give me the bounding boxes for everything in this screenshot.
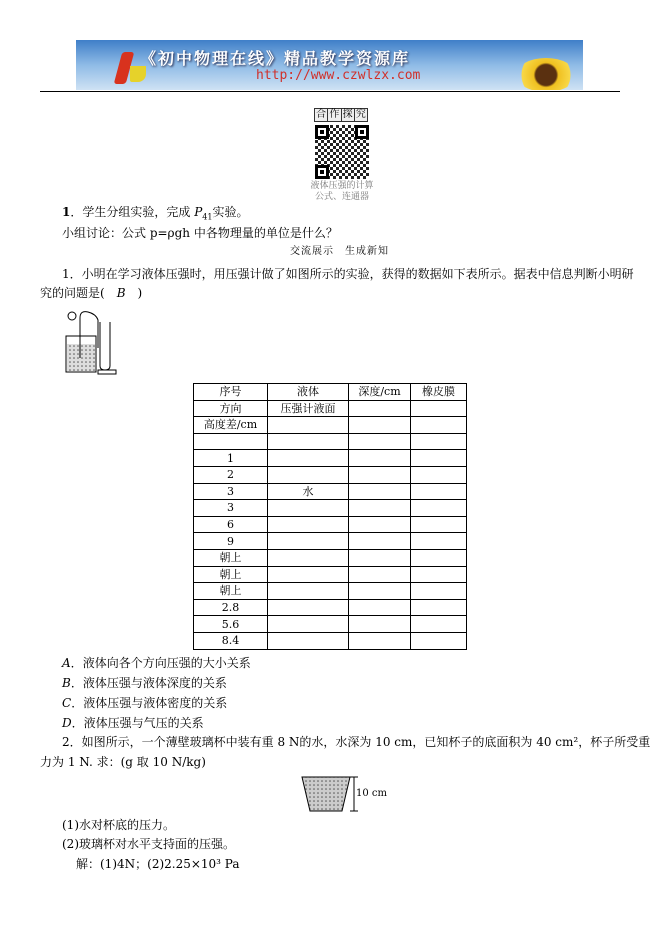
table-cell bbox=[349, 483, 411, 500]
table-cell bbox=[411, 516, 467, 533]
option-d[interactable]: D．液体压强与气压的关系 bbox=[62, 716, 204, 730]
qr-code[interactable] bbox=[315, 125, 369, 179]
table-cell bbox=[349, 599, 411, 616]
option-text: 液体压强与液体深度的关系 bbox=[82, 676, 227, 690]
table-cell: 3 bbox=[194, 500, 268, 517]
table-cell: 1 bbox=[194, 450, 268, 467]
question-2-line2: 力为 1 N. 求：(g 取 10 N/kg) bbox=[40, 755, 206, 769]
table-row bbox=[194, 616, 467, 633]
qr-caption bbox=[300, 181, 384, 203]
table-cell: 压强计液面 bbox=[268, 400, 349, 417]
table-cell bbox=[268, 516, 349, 533]
option-text: 液体向各个方向压强的大小关系 bbox=[82, 656, 251, 670]
question-1-line1: 1．小明在学习液体压强时，用压强计做了如图所示的实验，获得的数据如下表所示。据表中信息判断小明研 bbox=[62, 267, 634, 281]
table-cell bbox=[349, 549, 411, 566]
table-cell bbox=[411, 616, 467, 633]
table-cell: 方向 bbox=[194, 400, 268, 417]
table-cell bbox=[349, 632, 411, 649]
sunflower-image bbox=[516, 58, 576, 90]
table-cell bbox=[411, 483, 467, 500]
option-letter: D bbox=[62, 716, 72, 730]
option-a[interactable]: A．液体向各个方向压强的大小关系 bbox=[62, 656, 251, 670]
table-row bbox=[194, 549, 467, 566]
table-cell bbox=[411, 417, 467, 434]
option-text: 液体压强与气压的关系 bbox=[83, 716, 204, 730]
table-cell bbox=[268, 466, 349, 483]
table-cell: 朝上 bbox=[194, 566, 268, 583]
sub-question-1: (1)水对杯底的压力。 bbox=[62, 818, 175, 832]
table-cell: 6 bbox=[194, 516, 268, 533]
table-cell bbox=[349, 433, 411, 450]
qr-corner bbox=[355, 125, 369, 139]
activity-text: 实验。 bbox=[212, 205, 249, 219]
table-cell bbox=[349, 466, 411, 483]
table-cell: 3 bbox=[194, 483, 268, 500]
table-cell: 朝上 bbox=[194, 549, 268, 566]
table-cell bbox=[411, 549, 467, 566]
table-cell bbox=[268, 433, 349, 450]
table-cell bbox=[349, 500, 411, 517]
table-cell: 水 bbox=[268, 483, 349, 500]
table-cell bbox=[411, 566, 467, 583]
activity-text: 学生分组实验，完成 bbox=[82, 205, 195, 219]
table-cell bbox=[349, 566, 411, 583]
page-subscript: 41 bbox=[202, 212, 213, 222]
qr-header-char: 作 bbox=[328, 109, 341, 121]
table-row bbox=[194, 400, 467, 417]
table-cell bbox=[268, 417, 349, 434]
table-row bbox=[194, 417, 467, 434]
table-cell bbox=[268, 549, 349, 566]
table-cell bbox=[194, 433, 268, 450]
table-cell: 9 bbox=[194, 533, 268, 550]
table-cell bbox=[268, 450, 349, 467]
header-banner bbox=[76, 40, 583, 90]
qr-caption-line: 公式、连通器 bbox=[314, 192, 369, 202]
table-cell bbox=[268, 583, 349, 600]
table-cell: 序号 bbox=[194, 384, 268, 401]
table-row bbox=[194, 450, 467, 467]
table-cell bbox=[349, 516, 411, 533]
qr-corner bbox=[315, 125, 329, 139]
table-cell bbox=[268, 500, 349, 517]
activity-text: 小组讨论：公式 p=ρgh 中各物理量的单位是什么？ bbox=[62, 226, 338, 240]
sub-question-2: (2)玻璃杯对水平支持面的压强。 bbox=[62, 837, 235, 851]
table-cell bbox=[349, 616, 411, 633]
qr-corner bbox=[315, 165, 329, 179]
table-cell: 深度/cm bbox=[349, 384, 411, 401]
table-cell bbox=[411, 500, 467, 517]
table-cell bbox=[349, 417, 411, 434]
table-cell bbox=[411, 400, 467, 417]
item-number: 1 bbox=[62, 205, 71, 219]
answer: B bbox=[116, 286, 126, 300]
option-b[interactable]: B．液体压强与液体深度的关系 bbox=[62, 676, 227, 690]
figure-label: 10 cm bbox=[356, 788, 387, 799]
table-row bbox=[194, 516, 467, 533]
table-cell bbox=[411, 433, 467, 450]
banner-title: 《初中物理在线》精品教学资源库 bbox=[140, 49, 411, 68]
table-row bbox=[194, 384, 467, 401]
qr-header-char: 究 bbox=[355, 109, 366, 120]
table-cell: 液体 bbox=[268, 384, 349, 401]
table-row bbox=[194, 599, 467, 616]
table-cell: 8.4 bbox=[194, 632, 268, 649]
table-cell bbox=[411, 450, 467, 467]
option-letter: A bbox=[62, 656, 71, 670]
table-row bbox=[194, 583, 467, 600]
option-letter: B bbox=[62, 676, 71, 690]
qr-caption-line: 液体压强的计算 bbox=[310, 181, 374, 191]
table-row bbox=[194, 566, 467, 583]
header-divider bbox=[40, 91, 620, 92]
question-1-line2 bbox=[40, 285, 142, 301]
table-cell bbox=[349, 533, 411, 550]
pressure-gauge-figure bbox=[60, 308, 126, 376]
table-cell bbox=[411, 533, 467, 550]
table-cell: 2 bbox=[194, 466, 268, 483]
solution: 解：(1)4N；(2)2.25×10³ Pa bbox=[76, 857, 240, 871]
table-cell: 橡皮膜 bbox=[411, 384, 467, 401]
table-row bbox=[194, 632, 467, 649]
table-cell bbox=[411, 583, 467, 600]
banner-url: http://www.czwlzx.com bbox=[256, 68, 421, 83]
table-cell bbox=[349, 450, 411, 467]
table-cell bbox=[268, 599, 349, 616]
table-cell bbox=[411, 466, 467, 483]
table-cell: 2.8 bbox=[194, 599, 268, 616]
table-cell bbox=[268, 566, 349, 583]
table-cell bbox=[411, 632, 467, 649]
table-row bbox=[194, 433, 467, 450]
table-row bbox=[194, 500, 467, 517]
table-cell bbox=[349, 583, 411, 600]
table-cell: 朝上 bbox=[194, 583, 268, 600]
table-cell bbox=[268, 632, 349, 649]
page-var: P bbox=[194, 205, 203, 219]
table-cell: 高度差/cm bbox=[194, 417, 268, 434]
option-text: 液体压强与液体密度的关系 bbox=[83, 696, 228, 710]
option-letter: C bbox=[62, 696, 72, 710]
table-cell bbox=[349, 400, 411, 417]
option-c[interactable]: C．液体压强与液体密度的关系 bbox=[62, 696, 228, 710]
question-2-line1: 2．如图所示，一个薄壁玻璃杯中装有重 8 N的水，水深为 10 cm，已知杯子的底面积为 40 cm²，杯子所受重 bbox=[62, 735, 651, 749]
section-title: 交流展示 生成新知 bbox=[290, 246, 389, 257]
qr-header-char: 探 bbox=[342, 109, 355, 121]
data-table bbox=[193, 383, 467, 650]
table-cell bbox=[268, 616, 349, 633]
table-row bbox=[194, 483, 467, 500]
activity-2 bbox=[62, 225, 338, 241]
table-cell: 5.6 bbox=[194, 616, 268, 633]
table-cell bbox=[411, 599, 467, 616]
question-text: ) bbox=[125, 286, 143, 300]
qr-header-char: 合 bbox=[315, 109, 328, 121]
table-row bbox=[194, 533, 467, 550]
table-cell bbox=[268, 533, 349, 550]
activity-1: 1．学生分组实验，完成 $P_{41}$实验。 bbox=[62, 205, 249, 222]
table-row bbox=[194, 466, 467, 483]
qr-header bbox=[314, 108, 368, 122]
question-text: 究的问题是( bbox=[40, 286, 117, 300]
